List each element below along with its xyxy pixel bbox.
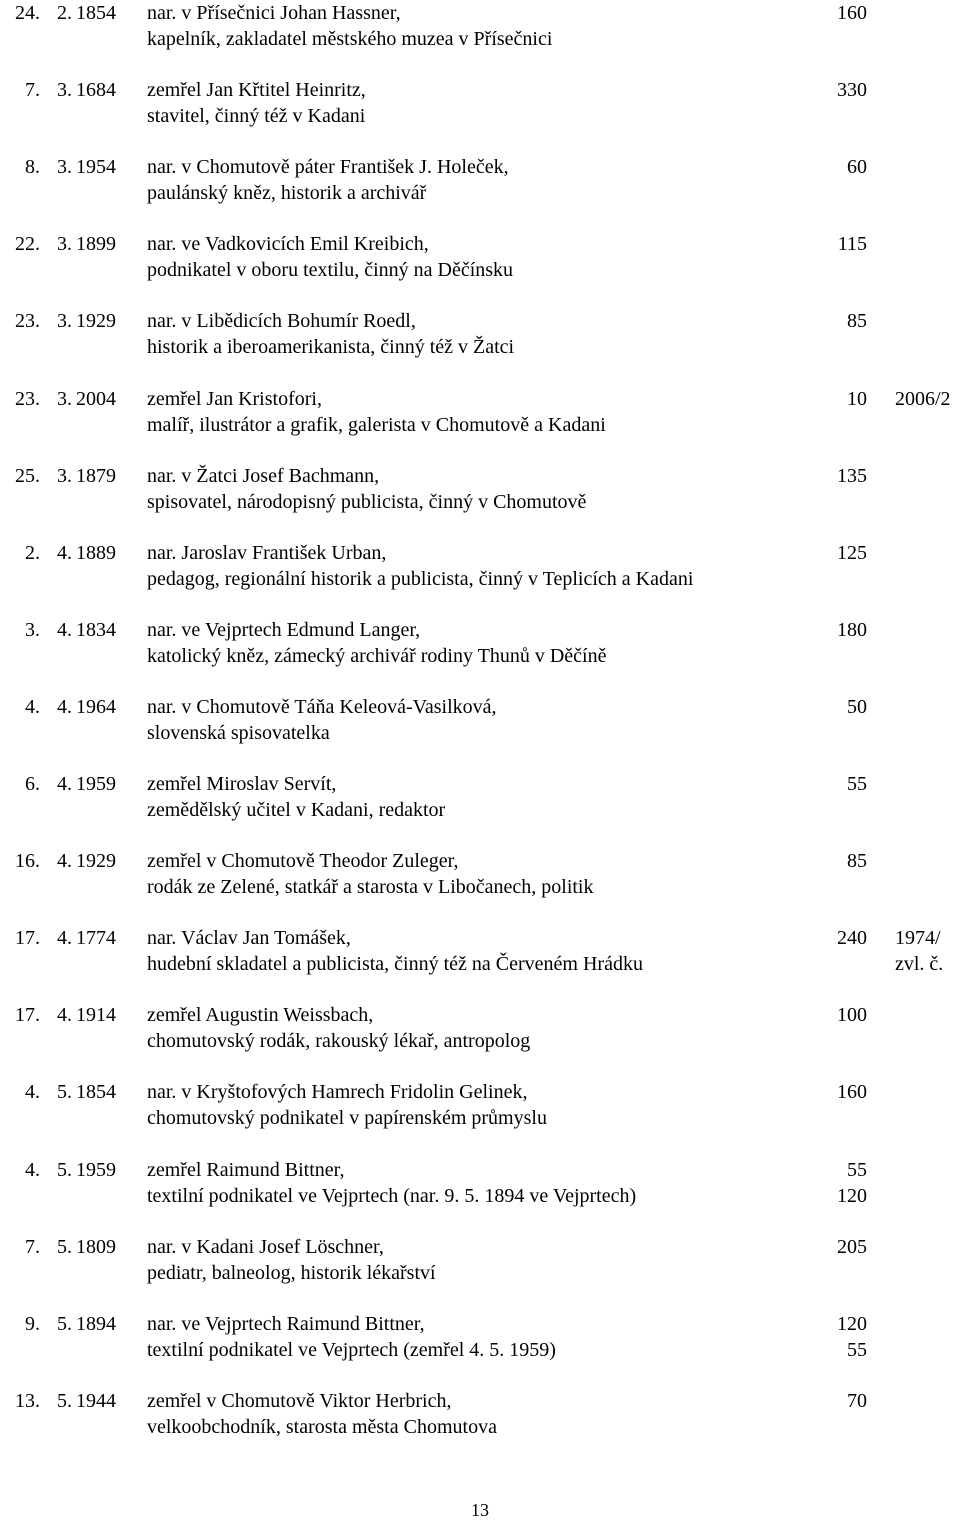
entry-value-main: 50 [847,696,867,718]
entry-row [0,1388,960,1440]
entry-line-detail [0,1028,960,1054]
entry-year: 1954 [76,156,116,178]
entry-text-detail: pediatr, balneolog, historik lékařství [147,1262,436,1284]
entry-text-detail: pedagog, regionální historik a publicista, činný v Teplicích a Kadani [147,568,694,590]
entry-value-main: 60 [847,156,867,178]
entry-day: 24. [15,2,40,24]
entry-line-detail [0,1183,960,1209]
entry-row [0,617,960,669]
entry-month: 5. [57,1390,72,1412]
entry-line-main [0,1388,960,1414]
entry-value-main: 115 [837,233,867,255]
entry-line-main [0,1311,960,1337]
entry-year: 1879 [76,465,116,487]
entry-line-detail [0,489,960,515]
entry-value-main: 55 [847,773,867,795]
entry-line-main [0,1002,960,1028]
entry-month: 4. [57,542,72,564]
entry-text-main: nar. v Kryštofových Hamrech Fridolin Gelinek, [147,1081,528,1103]
entry-month: 4. [57,927,72,949]
entry-month: 5. [57,1313,72,1335]
entry-text-detail: hudební skladatel a publicista, činný též na Červeném Hrádku [147,953,643,975]
entry-row [0,1234,960,1286]
entry-row [0,1311,960,1363]
entry-text-detail: historik a iberoamerikanista, činný též v Žatci [147,336,515,358]
entry-row [0,231,960,283]
entry-line-detail [0,334,960,360]
entry-day: 16. [15,850,40,872]
entry-row [0,463,960,515]
entry-line-main [0,154,960,180]
entry-day: 4. [25,696,40,718]
entry-line-main [0,694,960,720]
entry-line-detail [0,797,960,823]
entry-text-detail: rodák ze Zelené, statkář a starosta v Libočanech, politik [147,876,594,898]
entry-note-main: 1974/ [895,927,941,949]
entry-line-detail [0,180,960,206]
entry-month: 4. [57,1004,72,1026]
entry-line-main [0,386,960,412]
entry-line-main [0,463,960,489]
entry-text-main: nar. v Žatci Josef Bachmann, [147,465,380,487]
entry-text-detail: malíř, ilustrátor a grafik, galerista v Chomutově a Kadani [147,414,606,436]
entry-year: 1914 [76,1004,116,1026]
page-number: 13 [471,1500,489,1520]
entry-text-detail: velkoobchodník, starosta města Chomutova [147,1416,497,1438]
entry-line-main [0,848,960,874]
entry-year: 1854 [76,1081,116,1103]
entry-year: 1899 [76,233,116,255]
entry-day: 17. [15,927,40,949]
entry-day: 23. [15,388,40,410]
entry-month: 3. [57,156,72,178]
entry-month: 3. [57,233,72,255]
entry-month: 4. [57,696,72,718]
entry-line-detail [0,1260,960,1286]
entry-month: 4. [57,619,72,641]
entry-text-main: zemřel v Chomutově Viktor Herbrich, [147,1390,452,1412]
entry-day: 3. [25,619,40,641]
entry-value-main: 135 [837,465,867,487]
entry-day: 22. [15,233,40,255]
entry-line-detail [0,26,960,52]
entry-row [0,1002,960,1054]
entry-month: 5. [57,1159,72,1181]
entry-year: 1929 [76,850,116,872]
entry-text-main: zemřel v Chomutově Theodor Zuleger, [147,850,459,872]
entry-text-detail: slovenská spisovatelka [147,722,330,744]
entry-month: 3. [57,79,72,101]
entry-text-main: zemřel Augustin Weissbach, [147,1004,374,1026]
entry-text-main: zemřel Jan Kristofori, [147,388,322,410]
entry-year: 1944 [76,1390,116,1412]
entry-year: 1959 [76,1159,116,1181]
entry-text-main: nar. ve Vejprtech Raimund Bittner, [147,1313,425,1335]
entry-row [0,694,960,746]
entry-value-main: 55 [847,1159,867,1181]
entry-day: 8. [25,156,40,178]
entry-value-main: 330 [837,79,867,101]
entry-text-detail: textilní podnikatel ve Vejprtech (nar. 9. 5. 1894 ve Vejprtech) [147,1185,637,1207]
entry-year: 1894 [76,1313,116,1335]
entry-value-main: 70 [847,1390,867,1412]
entry-month: 5. [57,1081,72,1103]
entry-year: 1964 [76,696,116,718]
entry-line-main [0,1234,960,1260]
entry-text-detail: zemědělský učitel v Kadani, redaktor [147,799,446,821]
entry-value-main: 85 [847,850,867,872]
entry-day: 4. [25,1081,40,1103]
entry-month: 4. [57,773,72,795]
entry-line-main [0,77,960,103]
entry-value-main: 100 [837,1004,867,1026]
entry-year: 1834 [76,619,116,641]
entry-day: 23. [15,310,40,332]
entry-text-main: nar. v Přísečnici Johan Hassner, [147,2,401,24]
entry-text-main: nar. ve Vadkovicích Emil Kreibich, [147,233,429,255]
entry-line-main [0,1157,960,1183]
entry-day: 2. [25,542,40,564]
entry-month: 3. [57,465,72,487]
entry-month: 5. [57,1236,72,1258]
entry-line-main [0,1079,960,1105]
entry-day: 25. [15,465,40,487]
entry-text-detail: chomutovský podnikatel v papírenském průmyslu [147,1107,547,1129]
entry-month: 2. [57,2,72,24]
entry-row [0,386,960,438]
entry-value-detail: 55 [847,1339,867,1361]
entry-text-detail: stavitel, činný též v Kadani [147,105,366,127]
entry-line-detail [0,951,960,977]
entry-row [0,308,960,360]
entry-day: 4. [25,1159,40,1181]
entry-text-main: zemřel Jan Křtitel Heinritz, [147,79,366,101]
entry-line-detail [0,412,960,438]
entry-row [0,540,960,592]
entry-line-detail [0,1105,960,1131]
entry-value-detail: 120 [837,1185,867,1207]
entry-text-main: nar. v Chomutově páter František J. Holeček, [147,156,509,178]
entry-row [0,1157,960,1209]
entry-text-detail: spisovatel, národopisný publicista, činný v Chomutově [147,491,587,513]
entry-text-detail: podnikatel v oboru textilu, činný na Děčínsku [147,259,514,281]
entry-row [0,771,960,823]
entry-year: 1774 [76,927,116,949]
entry-text-detail: paulánský kněz, historik a archivář [147,182,427,204]
entry-value-main: 160 [837,2,867,24]
entry-value-main: 240 [837,927,867,949]
entry-line-detail [0,566,960,592]
entry-line-detail [0,874,960,900]
entry-line-detail [0,1414,960,1440]
entry-day: 7. [25,1236,40,1258]
entry-text-main: nar. Václav Jan Tomášek, [147,927,351,949]
entry-text-detail: katolický kněz, zámecký archivář rodiny Thunů v Děčíně [147,645,607,667]
entry-line-detail [0,103,960,129]
entry-text-main: nar. v Chomutově Táňa Keleová-Vasilková, [147,696,497,718]
entry-day: 13. [15,1390,40,1412]
entry-value-main: 160 [837,1081,867,1103]
entry-month: 4. [57,850,72,872]
entry-month: 3. [57,310,72,332]
entry-note-main: 2006/2 [895,388,951,410]
entry-line-detail [0,643,960,669]
entry-year: 1889 [76,542,116,564]
entry-line-main [0,308,960,334]
entry-month: 3. [57,388,72,410]
entry-value-main: 10 [847,388,867,410]
entry-text-main: nar. v Libědicích Bohumír Roedl, [147,310,416,332]
entry-row [0,848,960,900]
entry-year: 1684 [76,79,116,101]
entry-row [0,925,960,977]
entry-text-main: zemřel Raimund Bittner, [147,1159,345,1181]
entry-text-detail: kapelník, zakladatel městského muzea v Přísečnici [147,28,553,50]
entry-text-main: zemřel Miroslav Servít, [147,773,337,795]
entry-row [0,154,960,206]
entry-text-detail: chomutovský rodák, rakouský lékař, antropolog [147,1030,531,1052]
entry-year: 1854 [76,2,116,24]
entry-line-main [0,771,960,797]
entry-day: 17. [15,1004,40,1026]
entry-line-main [0,925,960,951]
entry-day: 7. [25,79,40,101]
entry-text-main: nar. v Kadani Josef Löschner, [147,1236,384,1258]
entry-year: 1809 [76,1236,116,1258]
entry-text-main: nar. Jaroslav František Urban, [147,542,387,564]
entry-value-main: 125 [837,542,867,564]
entry-text-detail: textilní podnikatel ve Vejprtech (zemřel 4. 5. 1959) [147,1339,556,1361]
entry-value-main: 85 [847,310,867,332]
entry-value-main: 120 [837,1313,867,1335]
entry-year: 1929 [76,310,116,332]
entry-text-main: nar. ve Vejprtech Edmund Langer, [147,619,421,641]
entry-day: 6. [25,773,40,795]
entry-row [0,77,960,129]
entry-line-detail [0,257,960,283]
entry-row [0,1079,960,1131]
entry-line-main [0,540,960,566]
entry-line-main [0,617,960,643]
entry-value-main: 205 [837,1236,867,1258]
entry-line-main [0,0,960,26]
entry-line-main [0,231,960,257]
entry-row [0,0,960,52]
entry-line-detail [0,720,960,746]
entry-note-detail: zvl. č. [895,953,944,975]
entry-line-detail [0,1337,960,1363]
entry-value-main: 180 [837,619,867,641]
entry-day: 9. [25,1313,40,1335]
entry-year: 2004 [76,388,116,410]
entry-year: 1959 [76,773,116,795]
